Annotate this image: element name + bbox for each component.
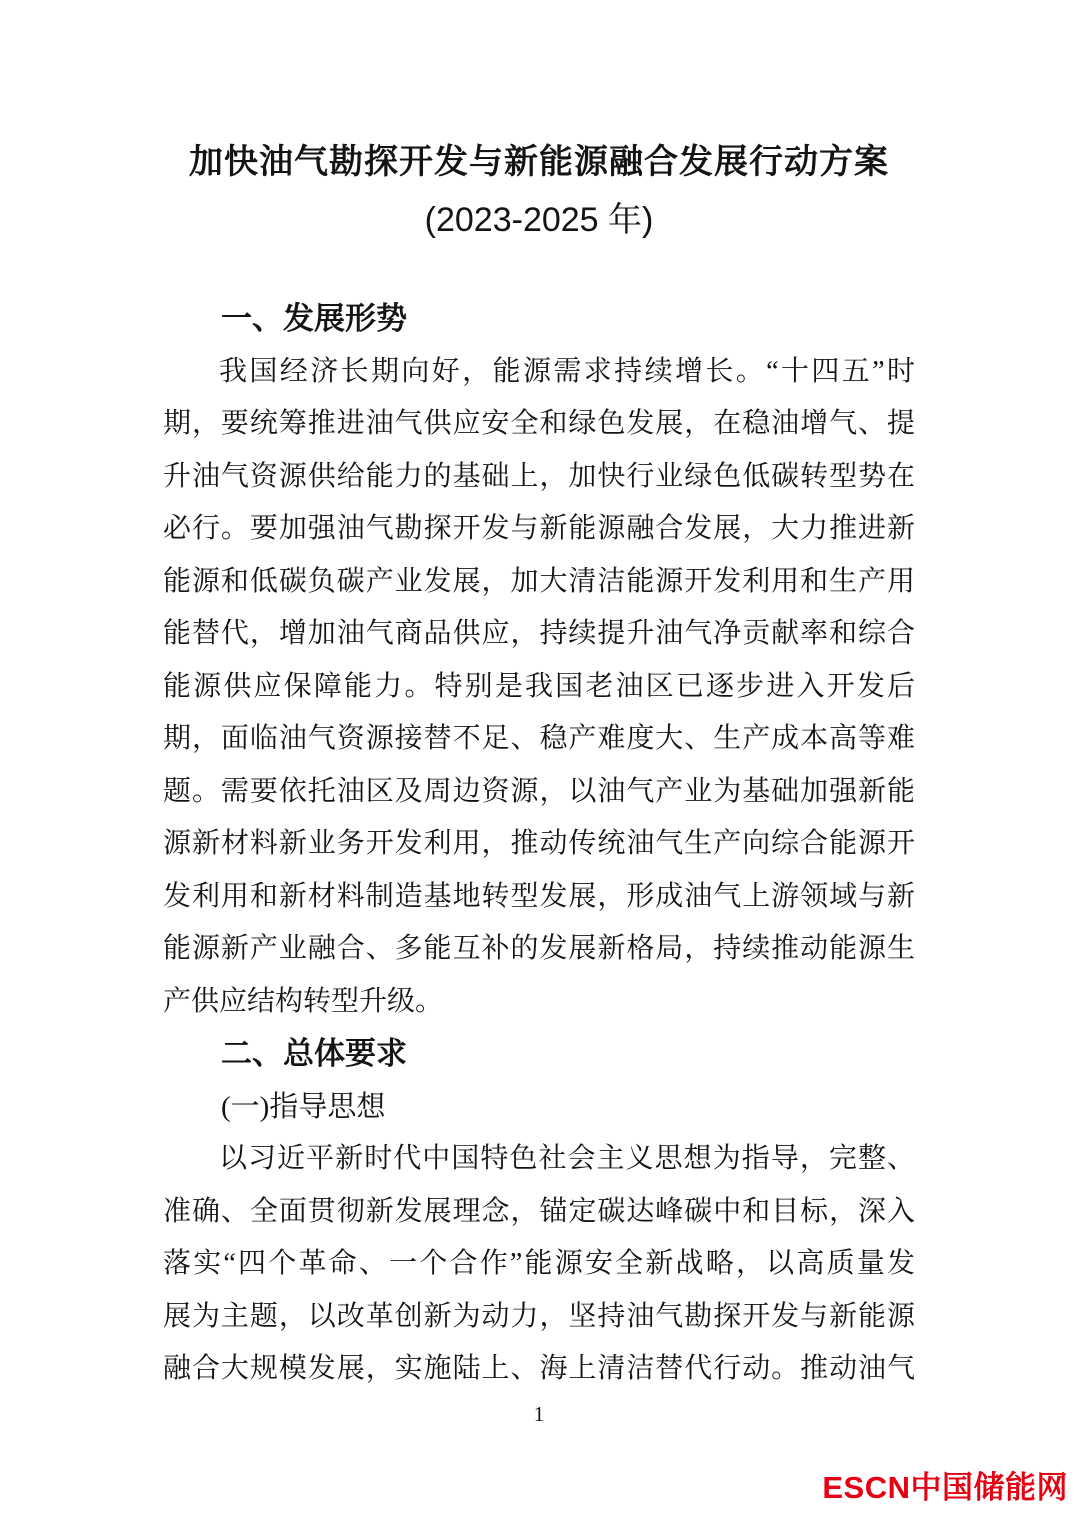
paragraph-line: 必行。要加强油气勘探开发与新能源融合发展，大力推进新 xyxy=(163,513,915,544)
logo-chinese-text: 中国储能网 xyxy=(910,1470,1068,1505)
paragraph-line: 以习近平新时代中国特色社会主义思想为指导，完整、 xyxy=(219,1143,915,1174)
paragraph-line: 能源和低碳负碳产业发展，加大清洁能源开发利用和生产用 xyxy=(163,565,915,597)
paragraph-line: 融合大规模发展，实施陆上、海上清洁替代行动。推动油气 xyxy=(163,1353,915,1384)
paragraph-line: 发利用和新材料制造基地转型发展，形成油气上游领域与新 xyxy=(163,880,915,912)
subsection-heading-2-1: (一)指导思想 xyxy=(221,1090,386,1123)
paragraph-line: 准确、全面贯彻新发展理念，锚定碳达峰碳中和目标，深入 xyxy=(163,1195,915,1227)
paragraph-line: 我国经济长期向好，能源需求持续增长。“十四五”时 xyxy=(219,355,915,387)
logo-latin-text: ESCN xyxy=(822,1470,911,1505)
paragraph-line: 产供应结构转型升级。 xyxy=(163,985,444,1017)
document-content xyxy=(163,0,915,1426)
paragraph-line: 展为主题，以改革创新为动力，坚持油气勘探开发与新能源 xyxy=(163,1300,915,1332)
paragraph-line: 能源新产业融合、多能互补的发展新格局，持续推动能源生 xyxy=(163,933,915,964)
document-subtitle: (2023-2025 年) xyxy=(424,201,654,239)
paragraph-1 xyxy=(163,346,915,1029)
paragraph-line: 期，面临油气资源接替不足、稳产难度大、生产成本高等难 xyxy=(163,723,915,754)
document-body xyxy=(163,293,915,1426)
paragraph-line: 期，要统筹推进油气供应安全和绿色发展，在稳油增气、提 xyxy=(163,408,915,439)
paragraph-line: 升油气资源供给能力的基础上，加快行业绿色低碳转型势在 xyxy=(163,460,915,492)
section-heading-2: 二、总体要求 xyxy=(221,1036,407,1071)
paragraph-line: 能替代，增加油气商品供应，持续提升油气净贡献率和综合 xyxy=(163,618,915,649)
paragraph-line: 能源供应保障能力。特别是我国老油区已逐步进入开发后 xyxy=(163,670,915,702)
page-number: 1 xyxy=(533,1401,545,1426)
paragraph-2 xyxy=(163,1133,915,1396)
escn-logo xyxy=(822,1462,1068,1507)
section-heading-1: 一、发展形势 xyxy=(221,301,407,336)
paragraph-line: 题。需要依托油区及周边资源，以油气产业为基础加强新能 xyxy=(163,775,915,807)
paragraph-line: 落实“四个革命、一个合作”能源安全新战略，以高质量发 xyxy=(163,1248,915,1279)
paragraph-line: 源新材料新业务开发利用，推动传统油气生产向综合能源开 xyxy=(163,828,915,859)
document-title: 加快油气勘探开发与新能源融合发展行动方案 xyxy=(189,143,889,181)
